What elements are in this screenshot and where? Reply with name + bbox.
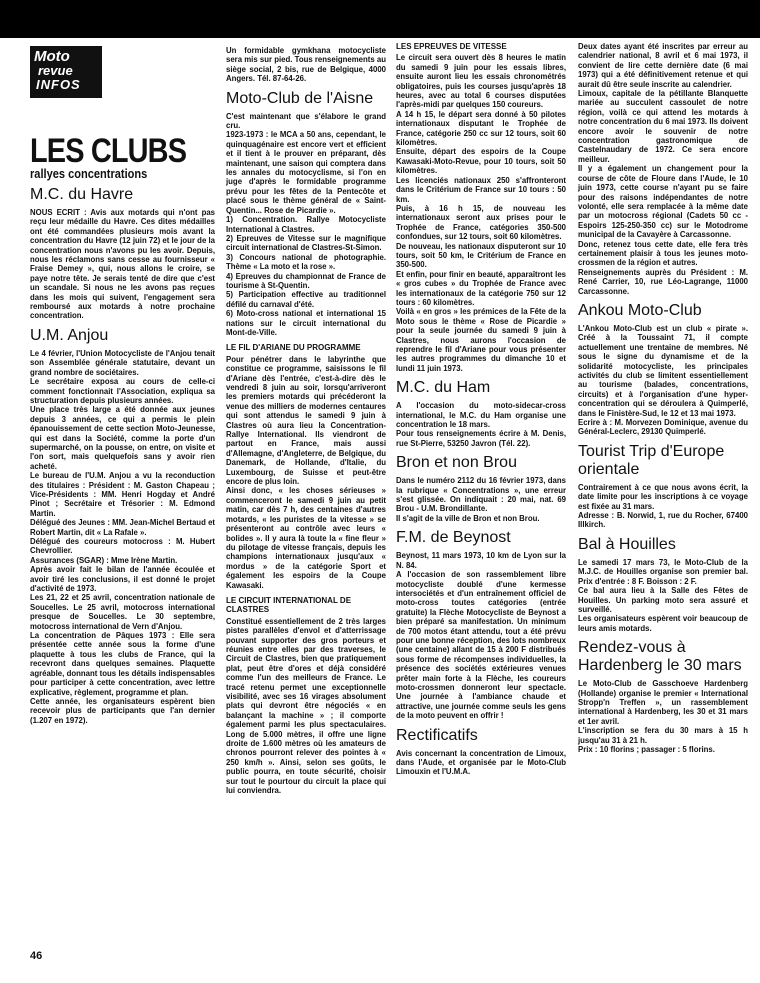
logo-line-2: revue xyxy=(38,63,73,78)
aisne-heading: Moto-Club de l'Aisne xyxy=(226,89,374,107)
bron-p2: Il s'agit de la ville de Bron et non Brou. xyxy=(396,513,540,523)
moto-revue-badge xyxy=(30,46,102,98)
section-subtitle: rallyes concentrations xyxy=(30,166,148,181)
aisne-p2: 1923-1973 : le MCA a 50 ans, cependant, le quinquagénaire est encore vert et efficient et il tient à le prouver en préparant, dès maintenant, une saison qui comptera dans les annales du motocyclisme, si l'on en juge d'après le formidable programme prévu pour les fêtes de la Pentecôte et placé sous le thème général de « Saint-Quentin... Rose de Picardie ». xyxy=(226,130,386,215)
anjou-p9: Les 21, 22 et 25 avril, concentration nationale de Soucelles. Le 25 avril, motocross international presque de Soucelles. Le 30 septembre, motocross international de Vern d'Anjou. xyxy=(30,593,215,631)
houilles-p2: Ce bal aura lieu à la Salle des Fêtes de Houilles. Un parking moto sera assuré et surveillé. xyxy=(578,586,748,614)
anjou-p2: Le secrétaire exposa au cours de celle-ci comment fonctionnait l'Association, expliqua sa structuration depuis plusieurs années. xyxy=(30,377,215,405)
epreuves-p5: Puis, à 16 h 15, de nouveau les internationaux seront aux prises pour le Trophée de France, catégories 350-500 confondues, sur 12 tours, soit 60 kilomètres. xyxy=(396,203,566,242)
hardenberg-p2: L'inscription se fera du 30 mars à 15 h jusqu'au 31 à 21 h. xyxy=(578,726,748,745)
houilles-p1: Le samedi 17 mars 73, le Moto-Club de la M.J.C. de Houilles organise son premier bal. Prix d'entrée : 8 F. Boisson : 2 F. xyxy=(578,557,748,586)
aisne-p4: 2) Epreuves de Vitesse sur le magnifique circuit international de Clastres-St-Simon. xyxy=(226,233,386,253)
aisne-p1: C'est maintenant que s'élabore le grand cru. xyxy=(226,111,386,131)
ariane-p1: Pour pénétrer dans le labyrinthe que constitue ce programme, saisissons le fil d'Ariane dès l'entrée, c'est-à-dire dès le vendredi 8 juin au soir, lorsqu'arriveront les premiers motards qui précéderont la venue des milliers de modernes centaures qui sont attendus le samedi 9 juin à Clastres où aura lieu la Concentration-Rallye International. Ils viendront de partout en France, mais aussi d'Allemagne, d'Angleterre, de Belgique, du Danemark, de Hollande, d'Italie, du Luxembourg, de Suisse et peut-être encore de plus loin. xyxy=(226,354,386,487)
top-black-bar xyxy=(0,0,760,38)
epreuves-p1: Le circuit sera ouvert dès 8 heures le matin du samedi 9 juin pour les essais libres, ensuite auront lieu les essais chronométrés obligatoires, puis les courses jusqu'après 18 heures, avec au total 6 courses disputées l'après-midi par quelques 150 coureurs. xyxy=(396,53,566,110)
logo-line-3: INFOS xyxy=(36,77,81,92)
rectificatifs-p5: Donc, retenez tous cette date, elle fera très certainement plaisir à tous les jeunes moto-crossmen de la région et autres. xyxy=(578,239,748,268)
anjou-heading: U.M. Anjou xyxy=(30,326,109,344)
beynost-p1: Beynost, 11 mars 1973, 10 km de Lyon sur la N. 84. xyxy=(396,551,566,570)
ariane-heading: LE FIL D'ARIANE DU PROGRAMME xyxy=(226,343,361,353)
bron-heading: Bron et non Brou xyxy=(396,454,517,472)
anjou-continued: Un formidable gymkhana motocycliste sera mis sur pied. Tous renseignements au siège social, 2 bis, rue de Belgique, 4000 Angers. Tél. 87-64-26. xyxy=(226,46,386,84)
anjou-p5: Délégué des Jeunes : MM. Jean-Michel Bertaud et Robert Martin, dit « La Rafale ». xyxy=(30,518,215,537)
ham-heading: M.C. du Ham xyxy=(396,379,491,397)
ham-p1: A l'occasion du moto-sidecar-cross international, le M.C. du Ham organise une concentration le 18 mars. xyxy=(396,401,566,430)
column-3 xyxy=(396,42,566,777)
section-title: LES CLUBS xyxy=(30,132,187,170)
anjou-p4: Le bureau de l'U.M. Anjou a vu la reconduction des titulaires : Président : M. Gaston Chapeau ; Vice-Présidents : MM. Henri Hogday et André Pinot ; Secrétaire et Trésorier : M. Edmond Martin. xyxy=(30,471,215,518)
anjou-p11: Cette année, les organisateurs espèrent bien recevoir plus de participants que l'an dernier (1.207 en 1972). xyxy=(30,696,215,725)
hardenberg-p1: Le Moto-Club de Gasschoeve Hardenberg (Hollande) organise le premier « International Stropp'n Treffen », un rassemblement international à Hardenberg, les 30 et 31 mars et 1er avril. xyxy=(578,679,748,726)
aisne-p8: 6) Moto-cross national et international 15 nations sur le circuit international du Mont-de-Ville. xyxy=(226,309,386,337)
column-2 xyxy=(226,46,386,795)
tourist-trip-p1: Contrairement à ce que nous avons écrit, la date limite pour les inscriptions à ce voyage est fixée au 31 mars. xyxy=(578,482,748,511)
havre-text: NOUS ECRIT : Avis aux motards qui n'ont pas reçu leur médaille du Havre. Ces dites médailles ont été commandées plusieurs mois avant la concentration du Havre (12 juin 72) et le jour de la concentration nous n'avons pu les avoir. Depuis, nous les réclamons sans cesse au fournisseur « Fraise Demey », qui, nous allons le croire, se paye notre tête. Je serais tenté de dire que c'est un scandale. Si nous ne les avons pas reçues dans les mois qui suivent, l'engagement sera remboursé aux motards à notre prochaine concentration. xyxy=(30,208,215,321)
ariane-p2: Ainsi donc, « les choses sérieuses » commenceront le samedi 9 juin au petit matin, car dès 7 h, des centaines d'autres motards, « les puristes de la vitesse » se présenteront au contrôle avec leurs « bolides ». Il y aura là toute la « fine fleur » du pilotage de vitesse français, depuis les champions internationaux jusqu'aux « mordus » de la catégorie Sport et également les espoirs de la Coupe Kawasaki. xyxy=(226,486,386,590)
column-4 xyxy=(578,42,748,754)
logo-line-1: Moto xyxy=(34,48,70,65)
hardenberg-heading: Rendez-vous à Hardenberg le 30 mars xyxy=(578,639,742,675)
houilles-p3: Les organisateurs espèrent voir beaucoup de leurs amis motards. xyxy=(578,614,748,633)
rectificatifs-heading: Rectificatifs xyxy=(396,726,478,744)
anjou-p6: Délégué des coureurs motocross : M. Hubert Chevrollier. xyxy=(30,537,215,556)
rectificatifs-p1: Avis concernant la concentration de Limoux, dans l'Aude, et organisée par le Moto-Club Limouxin et l'U.M.A. xyxy=(396,748,566,777)
epreuves-p8: Voilà « en gros » les prémices de la Fête de la Moto sous le thème « Rose de Picardie » pour la seule journée du samedi 9 juin à Clastres, nous aurons l'occasion de reprendre le fil d'Ariane pour vous présenter les autres programmes du dimanche 10 et lundi 11 juin 1973. xyxy=(396,307,566,373)
column-1 xyxy=(30,46,215,725)
epreuves-p4: Les licenciés nationaux 250 s'affronteront dans le Critérium de France sur 10 tours : 50 km. xyxy=(396,175,566,204)
circuit-p1: Constitué essentiellement de 2 très larges pistes parallèles d'envol et d'atterrissage pouvant supporter des gros porteurs et réunies entre elles par des traverses, le Circuit de Clastres, bien que pratiquement plat, peut être d'ores et déjà considéré comme l'un des meilleurs de France. Le tracé retenu permet une exceptionnelle visibilité, avec ses 16 virages absolument plats qui devront être négociés « en balançant la machine » ; il comporte également parmi les plus spectaculaires. Long de 5.000 mètres, il offre une ligne droite de 1.600 mètres où les amateurs de chronos pourront relever des pointes à « 250 km/h ». Ainsi, selon ses goûts, le public pourra, en toute sécurité, choisir sur tout le pourtour du circuit la place qui lui conviendra. xyxy=(226,616,386,796)
epreuves-p7: Et enfin, pour finir en beauté, apparaîtront les « gros cubes » du Trophée de France avec les internationaux de la catégorie 750 sur 12 tours : 60 kilomètres. xyxy=(396,269,566,307)
circuit-heading: LE CIRCUIT INTERNATIONAL DE CLASTRES xyxy=(226,595,352,615)
beynost-p2: A l'occasion de son rassemblement libre motocycliste doublé d'une kermesse intersociétés et d'un entraînement officiel de moto-cross toutes catégories (entrée gratuite) la Flèche Motocycliste de Beynost a bien préparé sa manifestation. Un minimum de 700 motos étant attendu, tout a été prévu pour une bonne réception, des lots nombreux (une centaine) allant de 15 à 200 F distribués sous forme de récompenses individuelles, la présence des sociétés extérieures venues prêter main forte à la Flèche, les coureurs moto-crossmen donneront leur spectacle. Une journée à l'ambiance chaude et attractive, une journée comme seuls les gens de la moto peuvent en offrir ! xyxy=(396,570,566,721)
ham-p2: Pour tous renseignements écrire à M. Denis, rue St-Pierre, 53250 Javron (Tél. 22). xyxy=(396,429,566,448)
epreuves-p6: De nouveau, les nationaux disputeront sur 10 tours, soit 50 km, le Critérium de France en 350-500. xyxy=(396,241,566,270)
aisne-p5: 3) Concours national de photographie. Thème « La moto et la rose ». xyxy=(226,252,386,272)
epreuves-heading: LES EPREUVES DE VITESSE xyxy=(396,42,507,51)
epreuves-p3: Ensuite, départ des espoirs de la Coupe Kawasaki-Moto-Revue, pour 10 tours, soit 50 kilomètres. xyxy=(396,147,566,176)
rectificatifs-p4: Il y a également un changement pour la course de côte de Floure dans l'Aude, le 10 juin 1973, cette course n'ayant pu se faire pour des raisons indépendantes de notre volonté, elle sera remplacée à la même date par un motocross régional (Cadets 50 cc - Espoirs 125-250-350 cc) sur le Motodrome municipal de la Cavayère à Carcassonne. xyxy=(578,164,748,240)
aisne-p6: 4) Epreuves du championnat de France de tourisme à St-Quentin. xyxy=(226,271,386,290)
ankou-p2: Ecrire à : M. Morvezen Dominique, avenue du Général-Leclerc, 29130 Quimperlé. xyxy=(578,418,748,437)
anjou-p3: Une place très large a été donnée aux jeunes depuis 3 années, ce qui a permis le plein épanouissement de cette section Moto-Jeunesse, qui est dans la Société, comme la porte d'un supermarché, on la pousse, on entre, on visite et l'on sort, mais quelquefois sans y avoir rien acheté. xyxy=(30,405,215,471)
hardenberg-p3: Prix : 10 florins ; passager : 5 florins. xyxy=(578,744,715,754)
tourist-trip-heading: Tourist Trip d'Europe orientale xyxy=(578,442,725,478)
anjou-p1: Le 4 février, l'Union Motocycliste de l'Anjou tenait son Assemblée générale statutaire, devant un grand nombre de sociétaires. xyxy=(30,348,215,377)
moto-revue-infos-logo xyxy=(30,46,215,181)
anjou-p10: La concentration de Pâques 1973 : Elle sera présentée cette année sous la forme d'une plaquette à tous les clubs de France, qui la recevront dans quelques semaines. Plaquette agréable, donnant tous les détails indispensables pour participer à cette concentration, avec lettre explicative, règlement, programme et plan. xyxy=(30,631,215,697)
havre-heading: M.C. du Havre xyxy=(30,186,134,203)
anjou-p7: Assurances (SGAR) : Mme Irène Martin. xyxy=(30,555,178,565)
houilles-heading: Bal à Houilles xyxy=(578,535,676,553)
bron-p1: Dans le numéro 2112 du 16 février 1973, dans la rubrique « Concentrations », une erreur s'est glissée. On indiquait : 20 mai, nat. 69 Brou - U.M. Brondillante. xyxy=(396,476,566,514)
rectificatifs-p2: Deux dates ayant été inscrites par erreur au calendrier national, 8 avril et 6 mai 1973, il convient de lire cette dernière date (6 mai 1973) qui a été définitivement retenue et qui aurait dû être seule inscrite au calendrier. xyxy=(578,42,748,89)
aisne-p3: 1) Concentration. Rallye Motocycliste International à Clastres. xyxy=(226,215,386,234)
aisne-p7: 5) Participation effective au traditionnel défilé du carnaval d'été. xyxy=(226,290,386,309)
rectificatifs-p6: Renseignements auprès du Président : M. René Carrier, 10, rue Léo-Lagrange, 11000 Carcassonne. xyxy=(578,267,748,296)
ankou-heading: Ankou Moto-Club xyxy=(578,301,702,319)
rectificatifs-p3: Limoux, capitale de la pétillante Blanquette mariée au succulent cassoulet de notre région, voilà ce qui attend les motards à notre concentration du 6 mai 1973. Ils doivent encore avoir le souvenir de notre concentration gastronomique de Castelnaudary de 1972. Ce sera encore meilleur. xyxy=(578,89,748,164)
tourist-trip-p2: Adresse : B. Norwid, 1, rue du Rocher, 67400 Illkirch. xyxy=(578,511,748,530)
epreuves-p2: A 14 h 15, le départ sera donné à 50 pilotes internationaux disputant le Trophée de France, catégorie 250 cc sur 12 tours, soit 60 kilomètres. xyxy=(396,109,566,148)
beynost-heading: F.M. de Beynost xyxy=(396,529,511,547)
ankou-p1: L'Ankou Moto-Club est un club « pirate ». Créé à la Toussaint 71, il compte actuellement une trentaine de membres. Né sous le signe du dynamisme et de la solidarité motocycliste, les principales activités du club se limitent essentiellement au tourisme (balades, concentrations, circuits) et à l'organisation d'une hyper-concentration qui se déroulera à Quimperlé, dans le Finistère-Sud, le 12 et 13 mai 1973. xyxy=(578,323,748,418)
page-number: 46 xyxy=(30,950,43,962)
anjou-p8: Après avoir fait le bilan de l'année écoulée et avoir tiré les conclusions, il est donné le projet d'activité de 1973. xyxy=(30,565,215,594)
